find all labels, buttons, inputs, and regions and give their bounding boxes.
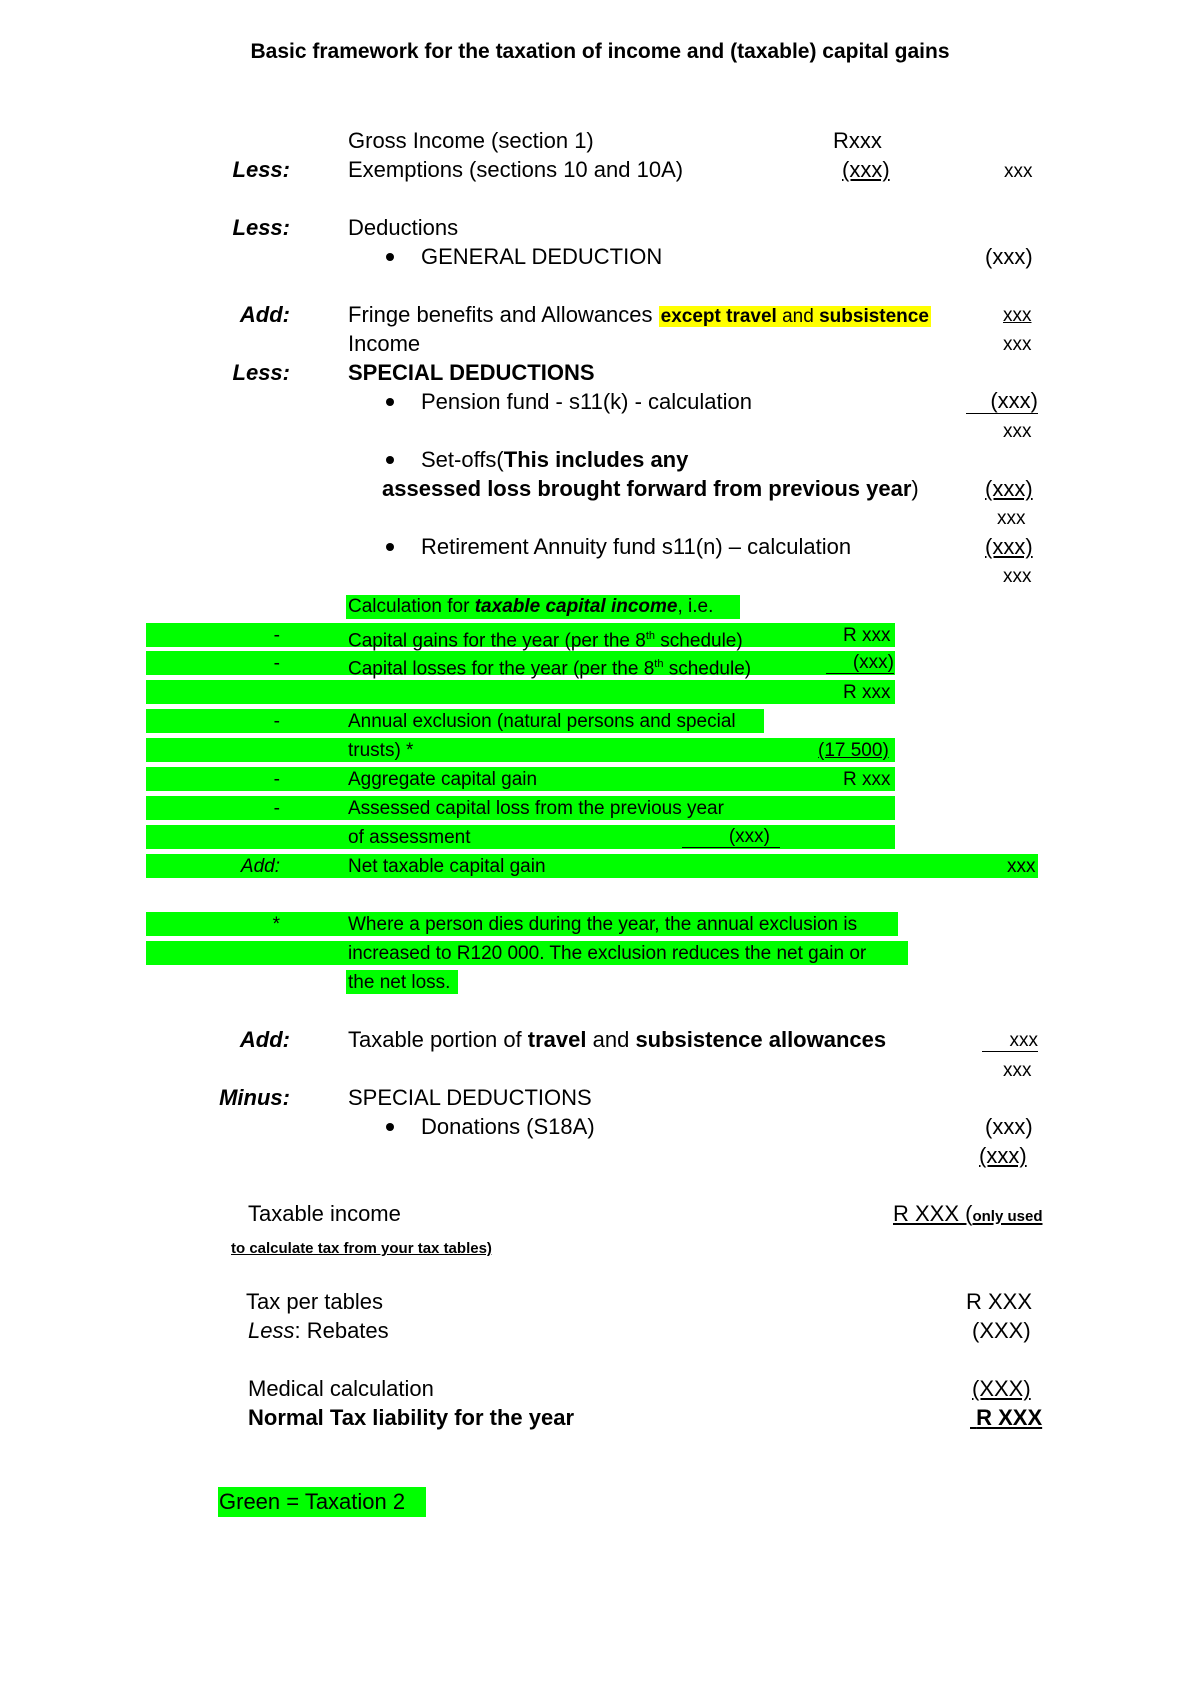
pension-label: Pension fund - s11(k) - calculation — [421, 389, 752, 414]
deductions-label: Deductions — [348, 215, 459, 240]
dash-marker: - — [273, 653, 280, 674]
assessed-loss-label-line2: of assessment — [348, 827, 471, 848]
rebates-label: Less: Rebates — [248, 1318, 389, 1343]
less-label: Less: — [232, 360, 290, 385]
dash-marker: - — [273, 711, 280, 732]
bullet-icon — [386, 1123, 394, 1131]
aggregate-capital-gain-amount: R xxx — [843, 769, 891, 790]
capital-gains-amount: R xxx — [843, 625, 891, 646]
tax-per-tables-amount: R XXX — [966, 1289, 1033, 1314]
exemptions-total: xxx — [1004, 161, 1033, 182]
retirement-annuity-amount: (xxx) — [985, 534, 1033, 559]
fringe-amount: xxx — [1003, 305, 1032, 326]
footnote-line3: the net loss. — [348, 972, 451, 993]
footnote-line2: increased to R120 000. The exclusion reduces the net gain or — [348, 943, 867, 964]
less-label: Less: — [232, 215, 290, 240]
footnote-marker: * — [272, 914, 280, 935]
net-taxable-capital-gain-label: Net taxable capital gain — [348, 856, 546, 877]
capital-subtotal: R xxx — [843, 682, 891, 703]
pension-total: xxx — [1003, 421, 1032, 442]
donations-amount: (xxx) — [985, 1114, 1033, 1139]
travel-subsistence-total: xxx — [1003, 1060, 1032, 1081]
donations-label: Donations (S18A) — [421, 1114, 595, 1139]
medical-calculation-label: Medical calculation — [248, 1376, 434, 1401]
fringe-benefits-label: Fringe benefits and Allowances except travel and subsistence — [348, 302, 929, 327]
pension-amount: (xxx) — [966, 389, 1038, 414]
add-label: Add: — [239, 302, 290, 327]
normal-tax-liability-label: Normal Tax liability for the year — [248, 1405, 575, 1430]
assessed-loss-label: Assessed capital loss from the previous year — [348, 798, 724, 819]
income-amount: xxx — [1003, 334, 1032, 355]
less-label: Less: — [232, 157, 290, 182]
general-deduction-amount: (xxx) — [985, 244, 1033, 269]
medical-calculation-amount: (XXX) — [972, 1376, 1031, 1401]
retirement-annuity-label: Retirement Annuity fund s11(n) – calculation — [421, 534, 852, 559]
gross-income-amount: Rxxx — [833, 128, 882, 153]
annual-exclusion-amount: (17 500) — [818, 740, 889, 761]
gross-income-label: Gross Income (section 1) — [348, 128, 594, 153]
exemptions-amount: (xxx) — [842, 157, 890, 182]
annual-exclusion-label-line2: trusts) * — [348, 740, 414, 761]
special-deductions-heading-2: SPECIAL DEDUCTIONS — [348, 1085, 592, 1110]
green-highlight — [146, 738, 895, 762]
general-deduction-label: GENERAL DEDUCTION — [421, 244, 663, 269]
legend-text: Green = Taxation 2 — [219, 1489, 406, 1514]
donations-total: (xxx) — [979, 1143, 1027, 1168]
retirement-annuity-total: xxx — [1003, 566, 1032, 587]
dash-marker: - — [273, 769, 280, 790]
exemptions-label: Exemptions (sections 10 and 10A) — [348, 157, 684, 182]
add-label: Add: — [239, 1027, 290, 1052]
bullet-icon — [386, 543, 394, 551]
income-label: Income — [348, 331, 421, 356]
add-label: Add: — [240, 856, 280, 877]
taxable-income-amount: R XXX (only used — [893, 1201, 1043, 1226]
setoffs-label-line2: assessed loss brought forward from previous year) — [382, 476, 919, 501]
aggregate-capital-gain-label: Aggregate capital gain — [348, 769, 538, 790]
dash-marker: - — [273, 798, 280, 819]
page-title: Basic framework for the taxation of income and (taxable) capital gains — [250, 40, 950, 63]
assessed-loss-amount: (xxx) — [682, 827, 780, 848]
special-deductions-heading: SPECIAL DEDUCTIONS — [348, 360, 595, 385]
capital-gains-label: Capital gains for the year (per the 8th schedule) — [348, 630, 743, 652]
minus-label: Minus: — [219, 1085, 290, 1110]
setoffs-total: xxx — [997, 508, 1026, 529]
rebates-amount: (XXX) — [972, 1318, 1031, 1343]
footnote-line1: Where a person dies during the year, the annual exclusion is — [348, 914, 858, 935]
bullet-icon — [386, 253, 394, 261]
net-taxable-capital-gain-amount: xxx — [1007, 856, 1036, 877]
capital-calc-heading: Calculation for taxable capital income, i.e. — [348, 596, 714, 617]
taxable-income-label: Taxable income — [248, 1201, 401, 1226]
capital-losses-amount: (xxx) — [826, 653, 894, 674]
setoffs-amount: (xxx) — [985, 476, 1033, 501]
green-highlight — [146, 825, 895, 849]
travel-subsistence-label: Taxable portion of travel and subsistence allowances — [348, 1027, 887, 1052]
capital-losses-label: Capital losses for the year (per the 8th schedule) — [348, 658, 752, 680]
fringe-highlight: except travel and subsistence — [660, 306, 929, 327]
taxable-income-note: to calculate tax from your tax tables) — [231, 1240, 492, 1257]
bullet-icon — [386, 398, 394, 406]
setoffs-label: Set-offs(This includes any — [421, 447, 689, 472]
green-highlight — [146, 680, 895, 704]
travel-subsistence-amount: xxx — [982, 1030, 1038, 1052]
bullet-icon — [386, 456, 394, 464]
dash-marker: - — [273, 625, 280, 646]
annual-exclusion-label: Annual exclusion (natural persons and special — [348, 711, 736, 732]
tax-per-tables-label: Tax per tables — [246, 1289, 383, 1314]
normal-tax-liability-amount: R XXX — [976, 1405, 1043, 1430]
